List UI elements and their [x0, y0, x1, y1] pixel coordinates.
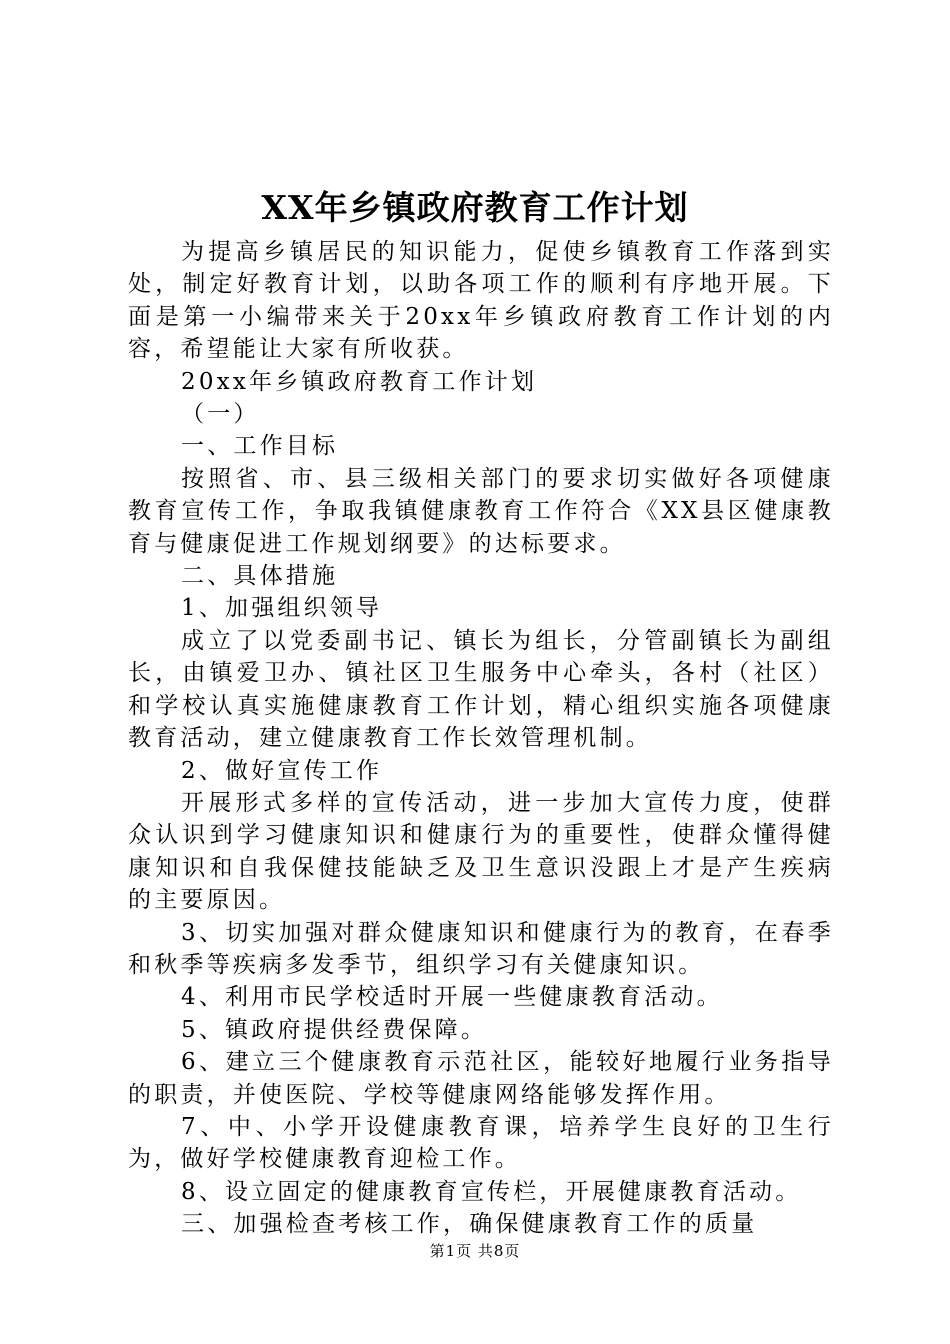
- heading-work-goals: 一、工作目标: [181, 433, 339, 460]
- item-1-heading: 1、加强组织领导: [181, 595, 383, 622]
- item-8-paragraph: 8、设立固定的健康教育宣传栏，开展健康教育活动。: [181, 1178, 802, 1205]
- section-number: （一）: [181, 401, 260, 428]
- plan-subtitle: 20xx年乡镇政府教育工作计划: [181, 368, 538, 395]
- intro-paragraph: 为提高乡镇居民的知识能力，促使乡镇教育工作落到实处，制定好教育计划，以助各项工作的顺利有序地开展。下面是第一小编带来关于20xx年乡镇政府教育工作计划的内容，希望能让大家有所收获。: [128, 239, 834, 363]
- item-3-paragraph: 3、切实加强对群众健康知识和健康行为的教育，在春季和秋季等疾病多发季节，组织学习有关健康知识。: [128, 919, 834, 978]
- document-body: [128, 236, 834, 1241]
- item-1-paragraph: 成立了以党委副书记、镇长为组长，分管副镇长为副组长，由镇爱卫办、镇社区卫生服务中心牵头，各村（社区）和学校认真实施健康教育工作计划，精心组织实施各项健康教育活动，建立健康教育工作长效管理机制。: [128, 627, 834, 752]
- heading-inspection: 三、加强检查考核工作，确保健康教育工作的质量: [181, 1211, 758, 1238]
- page-footer: 第1页 共8页: [429, 1242, 521, 1260]
- document-title: XX年乡镇政府教育工作计划: [261, 188, 689, 227]
- item-6-paragraph: 6、建立三个健康教育示范社区，能较好地履行业务指导的职责，并使医院、学校等健康网络能够发挥作用。: [128, 1049, 834, 1108]
- work-goals-paragraph: 按照省、市、县三级相关部门的要求切实做好各项健康教育宣传工作，争取我镇健康教育工作符合《XX县区健康教育与健康促进工作规划纲要》的达标要求。: [128, 465, 834, 557]
- item-4-paragraph: 4、利用市民学校适时开展一些健康教育活动。: [181, 984, 723, 1011]
- item-2-heading: 2、做好宣传工作: [181, 757, 383, 784]
- item-2-paragraph: 开展形式多样的宣传活动，进一步加大宣传力度，使群众认识到学习健康知识和健康行为的重要性，使群众懂得健康知识和自我保健技能缺乏及卫生意识没跟上才是产生疾病的主要原因。: [128, 789, 834, 914]
- heading-specific-measures: 二、具体措施: [181, 563, 339, 590]
- item-7-paragraph: 7、中、小学开设健康教育课，培养学生良好的卫生行为，做好学校健康教育迎检工作。: [128, 1113, 834, 1173]
- item-5-paragraph: 5、镇政府提供经费保障。: [181, 1016, 488, 1043]
